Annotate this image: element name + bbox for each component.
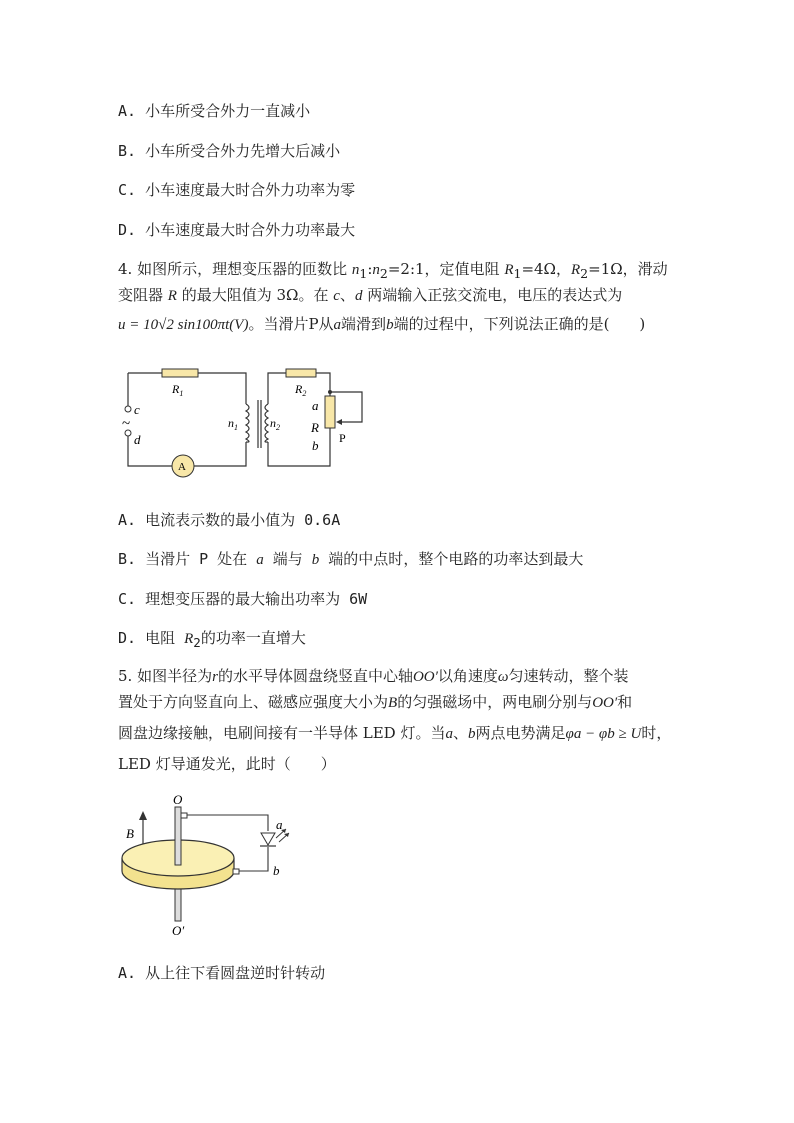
svg-text:R2: $R_2$ <box>295 382 307 398</box>
slider-arrow-icon <box>336 419 342 425</box>
svg-text:B: B <box>126 826 134 841</box>
option-a: A. 小车所受合外力一直减小 <box>118 102 311 120</box>
question-5-line-1: 5. 如图半径为r的水平导体圆盘绕竖直中心轴OO′以角速度ω匀速转动，整个装 <box>118 667 629 685</box>
option-d: D. 小车速度最大时合外力功率最大 <box>118 221 356 239</box>
svg-text:R1: $R_1$ <box>172 382 184 398</box>
q5-option-a: A. 从上往下看圆盘逆时针转动 <box>118 964 326 982</box>
question-4-line-1: 4. 如图所示，理想变压器的匝数比 $n_1:n_2=2:1$，定值电阻 $R_1=4\Omega$，$R_2=1\Omega$，滑动 <box>118 260 668 281</box>
potential-condition: φa − φb ≥ U <box>565 726 642 742</box>
rotating-disc-figure <box>110 793 310 943</box>
led-icon <box>261 833 275 845</box>
q4-option-a: A. 电流表示数的最小值为 0.6A <box>118 511 341 529</box>
voltage-formula: u = 10√2 sin100πt(V) <box>118 317 249 333</box>
option-b: B. 小车所受合外力先增大后减小 <box>118 142 341 160</box>
svg-text:d: d <box>134 432 141 447</box>
question-4-line-2: 变阻器 R 的最大阻值为 3Ω。在 c、d 两端输入正弦交流电，电压的表达式为 <box>118 286 623 304</box>
svg-text:O′: O′ <box>172 923 185 938</box>
svg-text:b: b <box>312 438 319 453</box>
svg-text:n1: $n_1$ <box>228 416 238 432</box>
option-c: C. 小车速度最大时合外力功率为零 <box>118 181 356 199</box>
svg-text:O: O <box>173 793 183 807</box>
q4-option-d: D. 电阻 $R_2$的功率一直增大 <box>118 629 306 650</box>
q4-option-c: C. 理想变压器的最大输出功率为 6W <box>118 590 368 608</box>
resistor-r2 <box>286 369 316 377</box>
svg-text:P: P <box>339 431 346 445</box>
question-5-line-3: 圆盘边缘接触，电刷间接有一半导体 LED 灯。当a、b两点电势满足φa − φb ≥ U时， <box>118 724 672 742</box>
svg-text:b: b <box>273 863 280 878</box>
svg-text:c: c <box>134 402 140 417</box>
svg-text:a: a <box>276 817 283 832</box>
question-4-line-3: u = 10√2 sin100πt(V)。当滑片P从a端滑到b端的过程中，下列说法正确的是( ) <box>118 315 646 333</box>
question-5-line-4: LED 灯导通发光，此时（ ） <box>118 755 336 773</box>
question-5-line-2: 置处于方向竖直向上、磁感应强度大小为B的匀强磁场中，两电刷分别与OO′和 <box>118 693 633 711</box>
field-arrow-icon <box>139 811 147 820</box>
svg-text:n2: $n_2$ <box>270 416 280 432</box>
svg-text:A: A <box>178 461 186 473</box>
q4-option-b: B. 当滑片 P 处在 a 端与 b 端的中点时，整个电路的功率达到最大 <box>118 550 584 568</box>
svg-text:~: ~ <box>122 416 131 432</box>
svg-text:a: a <box>312 398 319 413</box>
rheostat-r <box>325 396 335 428</box>
resistor-r1 <box>162 369 198 377</box>
svg-text:R: R <box>311 420 319 435</box>
transformer-circuit-figure <box>110 360 380 485</box>
